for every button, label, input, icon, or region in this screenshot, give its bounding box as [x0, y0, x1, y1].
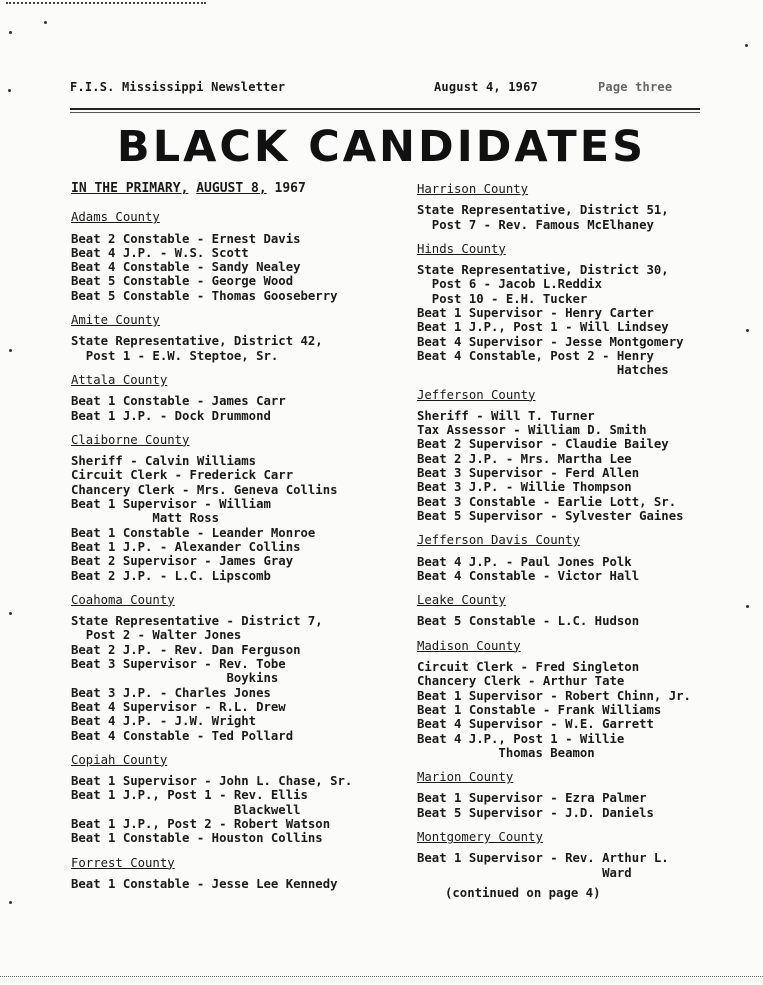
candidate-entry: Circuit Clerk - Frederick Carr	[71, 468, 294, 483]
header-rule	[70, 108, 700, 110]
speck	[9, 31, 12, 34]
candidate-entry: Beat 4 Supervisor - W.E. Garrett	[417, 717, 654, 732]
candidate-entry: State Representative, District 30,	[417, 263, 669, 278]
candidate-entry: Boykins	[71, 671, 279, 686]
candidate-entry: Matt Ross	[71, 511, 220, 526]
county-heading-amite-county: Amite County	[71, 313, 160, 328]
candidate-entry: Beat 1 Supervisor - Ezra Palmer	[417, 791, 647, 806]
candidate-entry: Hatches	[417, 363, 669, 378]
top-edge-marks	[6, 2, 206, 6]
primary-prefix: IN THE PRIMARY,	[71, 181, 189, 196]
candidate-entry: Beat 2 J.P. - Mrs. Martha Lee	[417, 451, 632, 466]
candidate-entry: Beat 1 Constable - Houston Collins	[71, 831, 323, 846]
candidate-entry: Beat 3 Supervisor - Rev. Tobe	[71, 657, 286, 672]
primary-date: AUGUST 8,	[196, 181, 267, 196]
candidate-entry: Beat 1 J.P. - Alexander Collins	[71, 539, 301, 554]
candidate-entry: Circuit Clerk - Fred Singleton	[417, 660, 640, 675]
page-header	[70, 80, 703, 100]
candidate-entry: Chancery Clerk - Mrs. Geneva Collins	[71, 482, 338, 497]
county-heading-madison-county: Madison County	[417, 638, 521, 653]
candidate-entry: Beat 2 J.P. - Rev. Dan Ferguson	[71, 642, 301, 657]
primary-year: 1967	[274, 181, 306, 196]
candidate-entry: Beat 4 J.P. - J.W. Wright	[71, 714, 257, 729]
candidate-entry: Beat 3 Supervisor - Ferd Allen	[417, 466, 640, 481]
speck	[9, 612, 12, 615]
candidate-entry: Beat 2 Supervisor - Claudie Bailey	[417, 437, 669, 452]
candidate-entry: Beat 3 J.P. - Willie Thompson	[417, 480, 632, 495]
candidate-entry: Beat 1 Constable - Frank Williams	[417, 702, 662, 717]
county-heading-hinds-county: Hinds County	[417, 241, 506, 256]
candidate-entry: Blackwell	[71, 802, 301, 817]
speck	[8, 89, 11, 92]
candidate-entry: Beat 5 Supervisor - Sylvester Gaines	[417, 508, 684, 523]
page-number: Page three	[598, 80, 673, 94]
candidate-entry: Beat 5 Constable - George Wood	[71, 274, 294, 289]
candidate-entry: Beat 1 J.P. - Dock Drummond	[71, 408, 271, 423]
candidate-entry: Beat 4 J.P., Post 1 - Willie	[417, 731, 625, 746]
issue-date: August 4, 1967	[434, 80, 538, 94]
speck	[44, 21, 47, 24]
candidate-entry: Beat 1 Constable - Leander Monroe	[71, 525, 316, 540]
candidate-entry: Sheriff - Will T. Turner	[417, 408, 595, 423]
county-heading-attala-county: Attala County	[71, 372, 168, 387]
left-column	[71, 182, 401, 891]
candidate-entry: State Representative - District 7,	[71, 614, 323, 629]
candidate-entry: Beat 4 J.P. - Paul Jones Polk	[417, 554, 632, 569]
speck	[9, 901, 12, 904]
county-heading-montgomery-county: Montgomery County	[417, 829, 543, 844]
candidate-entry: Beat 5 Supervisor - J.D. Daniels	[417, 805, 654, 820]
candidate-entry: Post 2 - Walter Jones	[71, 628, 242, 643]
candidate-entry: Beat 4 J.P. - W.S. Scott	[71, 245, 249, 260]
county-heading-jefferson-county: Jefferson County	[417, 387, 536, 402]
candidate-entry: Post 10 - E.H. Tucker	[417, 291, 588, 306]
bottom-edge	[0, 976, 763, 977]
county-heading-claiborne-county: Claiborne County	[71, 432, 190, 447]
candidate-entry: Beat 1 Supervisor - Rev. Arthur L.	[417, 851, 669, 866]
county-heading-harrison-county: Harrison County	[417, 182, 529, 196]
candidate-entry: Beat 3 J.P. - Charles Jones	[71, 685, 271, 700]
primary-line	[71, 182, 401, 196]
candidate-entry: Beat 2 Supervisor - James Gray	[71, 554, 294, 569]
county-heading-coahoma-county: Coahoma County	[71, 592, 175, 607]
candidate-entry: Beat 4 Supervisor - Jesse Montgomery	[417, 334, 684, 349]
candidate-entry: Beat 1 J.P., Post 2 - Robert Watson	[71, 816, 331, 831]
speck	[745, 44, 748, 47]
candidate-entry: Beat 4 Constable - Victor Hall	[417, 568, 640, 583]
candidate-entry: Post 6 - Jacob L.Reddix	[417, 277, 603, 292]
candidate-entry: Beat 4 Constable - Sandy Nealey	[71, 260, 301, 275]
speck	[9, 349, 12, 352]
candidate-entry: Beat 5 Constable - L.C. Hudson	[417, 614, 640, 629]
candidate-entry: Thomas Beamon	[417, 745, 595, 760]
candidate-entry: Beat 4 Constable - Ted Pollard	[71, 728, 294, 743]
candidate-entry: Sheriff - Calvin Williams	[71, 454, 257, 469]
candidate-entry: Beat 1 Supervisor - Robert Chinn, Jr.	[417, 688, 691, 703]
continued-note: (continued on page 4)	[445, 885, 601, 900]
candidate-entry: Beat 3 Constable - Earlie Lott, Sr.	[417, 494, 677, 509]
candidate-entry: Tax Assessor - William D. Smith	[417, 423, 647, 438]
county-heading-forrest-county: Forrest County	[71, 855, 175, 870]
newsletter-name: F.I.S. Mississippi Newsletter	[70, 80, 286, 94]
candidate-entry: Post 1 - E.W. Steptoe, Sr.	[71, 348, 279, 363]
candidate-entry: Ward	[417, 865, 632, 880]
county-heading-leake-county: Leake County	[417, 593, 506, 608]
candidate-entry: Post 7 - Rev. Famous McElhaney	[417, 217, 654, 232]
candidate-entry: Beat 1 J.P., Post 1 - Will Lindsey	[417, 320, 669, 335]
candidate-entry: Beat 5 Constable - Thomas Gooseberry	[71, 288, 338, 303]
county-heading-jefferson-davis-county: Jefferson Davis County	[417, 533, 580, 548]
county-heading-marion-county: Marion County	[417, 770, 514, 785]
candidate-entry: Beat 1 Supervisor - William	[71, 497, 271, 512]
candidate-entry: Beat 2 Constable - Ernest Davis	[71, 231, 301, 246]
candidate-entry: Beat 1 Supervisor - Henry Carter	[417, 306, 654, 321]
page-title: BLACK CANDIDATES	[116, 122, 647, 172]
candidate-entry: Beat 1 J.P., Post 1 - Rev. Ellis	[71, 788, 308, 803]
candidate-entry: Chancery Clerk - Arthur Tate	[417, 674, 625, 689]
candidate-entry: State Representative, District 51,	[417, 203, 669, 218]
candidate-entry: State Representative, District 42,	[71, 334, 323, 349]
header-rule-thin	[70, 112, 700, 113]
candidate-entry: Beat 1 Constable - Jesse Lee Kennedy	[71, 876, 338, 891]
candidate-entry: Beat 2 J.P. - L.C. Lipscomb	[71, 568, 271, 583]
county-heading-copiah-county: Copiah County	[71, 752, 168, 767]
candidate-entry: Beat 1 Constable - James Carr	[71, 394, 286, 409]
candidate-entry: Beat 4 Supervisor - R.L. Drew	[71, 699, 286, 714]
county-heading-adams-county: Adams County	[71, 210, 160, 225]
candidate-entry: Beat 4 Constable, Post 2 - Henry	[417, 348, 654, 363]
candidate-entry: Beat 1 Supervisor - John L. Chase, Sr.	[71, 774, 353, 789]
right-column	[417, 182, 747, 900]
